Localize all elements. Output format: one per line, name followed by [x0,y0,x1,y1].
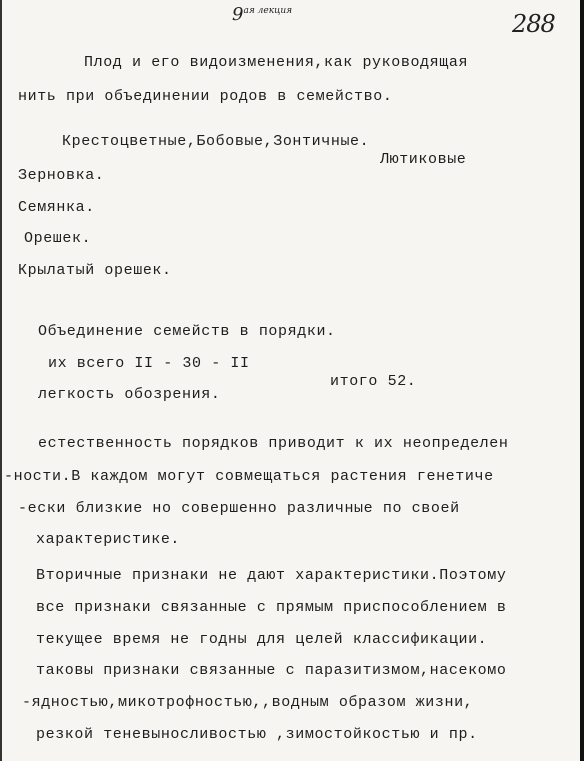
text-line: легкость обозрения. [38,386,221,403]
text-line: -ядностью,микотрофностью,,водным образом жизни, [22,694,474,711]
text-line: их всего II - 30 - II [48,355,250,372]
text-line: Орешек. [24,230,92,247]
text-line: Семянка. [18,199,95,216]
text-line: -ески близкие но совершенно различные по своей [18,500,460,517]
text-line: -ности.В каждом могут совмещаться растения генетиче [4,468,494,485]
text-line: Плод и его видоизменения,как руководящая [84,54,469,71]
text-line: таковы признаки связанные с паразитизмом,насекомо [36,662,507,679]
text-line: Крылатый орешек. [18,262,172,279]
text-line: нить при объединении родов в семейство. [18,88,393,105]
scan-edge-right [580,0,584,761]
scan-edge-left [0,0,2,761]
text-line: Зерновка. [18,167,105,184]
text-line: текущее время не годны для целей классификации. [36,631,488,648]
text-line: Объединение семейств в порядки. [38,323,336,340]
text-line: все признаки связанные с прямым приспособлением в [36,599,507,616]
text-line: естественность порядков приводит к их неопределен [38,435,509,452]
text-line: характеристике. [36,531,181,548]
handwritten-lecture-mark: $9^{ая лекция}$ [232,4,293,25]
handwritten-page-number: 288 [512,10,555,38]
text-line: Вторичные признаки не дают характеристики.Поэтому [36,567,507,584]
text-line: Лютиковые [380,151,467,168]
text-line: Крестоцветные,Бобовые,Зонтичные. [62,133,370,150]
text-line: итого 52. [330,373,417,390]
text-line: резкой теневыносливостью ,зимостойкостью и пр. [36,726,478,743]
